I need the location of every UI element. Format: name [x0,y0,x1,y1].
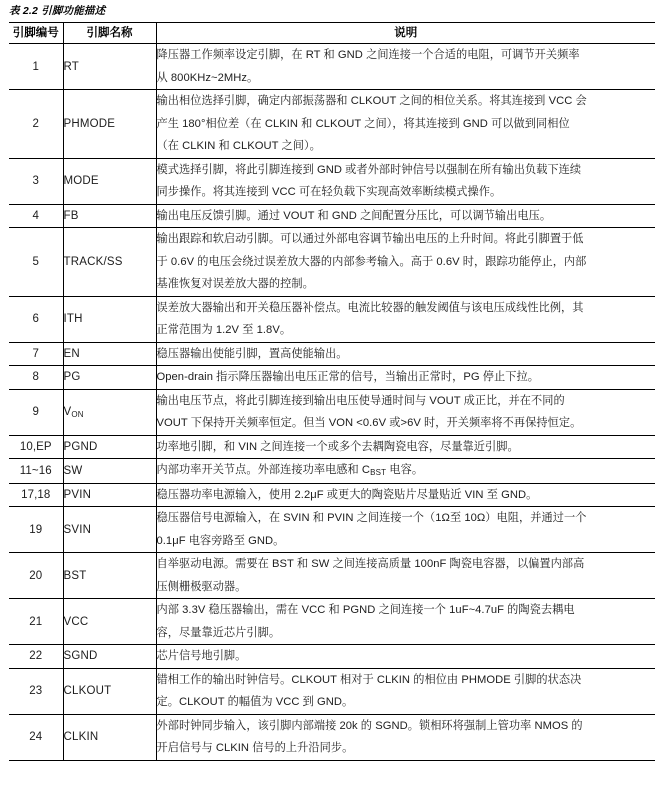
desc-line: 降压器工作频率设定引脚，在 RT 和 GND 之间连接一个合适的电阻，可调节开关频率 [156,49,580,61]
desc-line: 功率地引脚，和 VIN 之间连接一个或多个去耦陶瓷电容，尽量靠近引脚。 [156,440,519,453]
pin-number-cell: 4 [9,204,63,228]
pin-number-cell: 24 [9,714,63,760]
pin-name-cell [63,668,156,714]
desc-line: 同步操作。将其连接到 VCC 可在轻负载下实现高效率断续模式操作。 [156,186,502,198]
desc-line: 压侧栅极驱动器。 [156,580,247,593]
table-row [9,668,655,714]
pin-number-cell: 23 [9,668,63,714]
desc-line: 自举驱动电源。需要在 BST 和 SW 之间连接高质量 100nF 陶瓷电容器，以偏置内部高 [156,558,585,570]
pin-name-cell [63,645,156,669]
desc-line: （在 CLKIN 和 CLKOUT 之间）。 [156,140,321,152]
desc-line: 稳压器输出使能引脚，置高使能输出。 [156,347,348,360]
cbst-subscript: BST [370,468,387,477]
pin-name-text: V [63,406,72,418]
pin-name-cell [63,599,156,645]
desc-line: 产生 180°相位差（在 CLKIN 和 CLKOUT 之间），将其连接到 GND 可以做到同相位 [156,117,570,130]
table-row [9,599,655,645]
pin-name-text: SW [63,464,83,477]
pin-description-cell [156,342,655,366]
table-row [9,459,655,484]
desc-line: 0.1μF 电容旁路至 GND。 [156,534,285,547]
table-row [9,435,655,459]
desc-line: 于 0.6V 的电压会绕过误差放大器的内部参考输入。高于 0.6V 时，跟踪功能停止，内部 [156,255,587,268]
table-row [9,158,655,204]
pin-name-cell [63,459,156,484]
desc-line: 定。CLKOUT 的幅值为 VCC 到 GND。 [156,696,354,708]
pin-description-cell [156,204,655,228]
table-row [9,389,655,435]
table-row [9,507,655,553]
pin-description-cell [156,90,655,159]
pin-description-cell [156,366,655,390]
pin-name-text: PGND [63,440,98,453]
pin-description-cell [156,483,655,507]
pin-description-cell [156,459,655,484]
pin-name-cell [63,507,156,553]
table-row [9,645,655,669]
pin-description-cell [156,668,655,714]
pin-number-cell: 6 [9,296,63,342]
pin-name-text: CLKOUT [63,685,112,697]
pin-number-cell: 10,EP [9,435,63,459]
pin-description-cell [156,44,655,90]
table-row [9,228,655,297]
pin-name-text: SVIN [63,523,92,536]
desc-line: 从 800KHz~2MHz。 [156,71,259,84]
header-description: 说明 [156,23,655,44]
pin-description-cell [156,158,655,204]
pin-number-cell: 11~16 [9,459,63,484]
header-pin-name: 引脚名称 [63,23,156,44]
pin-name-cell [63,296,156,342]
desc-line: 误差放大器输出和开关稳压器补偿点。电流比较器的触发阈值与该电压成线性比例，其 [156,301,584,314]
pin-name-text: FB [63,209,79,222]
desc-line: VOUT 下保持开关频率恒定。但当 VON <0.6V 或>6V 时，开关频率将不再保持恒定。 [156,417,582,429]
table-row [9,204,655,228]
pin-description-cell [156,599,655,645]
pin-name-text: CLKIN [63,731,99,743]
desc-line: 稳压器信号电源输入，在 SVIN 和 PVIN 之间连接一个（1Ω至 10Ω）电阻，并通过一个 [156,512,587,524]
desc-line: 正常范围为 1.2V 至 1.8V。 [156,324,292,336]
pin-name-cell [63,366,156,390]
pin-name-cell [63,435,156,459]
pin-number-cell: 2 [9,90,63,159]
desc-line: 外部时钟同步输入，该引脚内部端接 20k 的 SGND。锁相环将强制上管功率 NMOS 的 [156,719,583,732]
pin-name-text: PG [63,371,81,384]
pin-number-cell: 8 [9,366,63,390]
desc-line: 输出电压反馈引脚。通过 VOUT 和 GND 之间配置分压比，可以调节输出电压。 [156,209,552,222]
pin-description-cell [156,389,655,435]
pin-number-cell: 1 [9,44,63,90]
pin-number-cell: 21 [9,599,63,645]
pin-number-cell: 5 [9,228,63,297]
table-row [9,342,655,366]
pin-name-cell [63,204,156,228]
pin-name-text: ITH [63,313,83,325]
pin-description-cell [156,714,655,760]
pin-name-text: PHMODE [63,117,116,130]
pin-name-text: EN [63,347,80,360]
desc-line-sw: 内部功率开关节点。外部连接功率电感和 $C_{BST}$ 电容。 [156,464,424,477]
pin-description-cell [156,645,655,669]
pin-name-cell [63,228,156,297]
pin-number-cell: 9 [9,389,63,435]
table-caption: 表 2.2 引脚功能描述 [9,5,106,17]
pin-name-subscript: ON [71,410,84,419]
pin-number-cell: 7 [9,342,63,366]
document-page [0,5,666,791]
desc-line: 错相工作的输出时钟信号。CLKOUT 相对于 CLKIN 的相位由 PHMODE 引脚的状态决 [156,673,582,686]
pin-name-cell [63,483,156,507]
pin-number-cell: 17,18 [9,483,63,507]
pin-name-cell [63,44,156,90]
table-row [9,44,655,90]
desc-line: 基准恢复对误差放大器的控制。 [156,278,314,290]
pin-number-cell: 22 [9,645,63,669]
pin-name-cell [63,553,156,599]
table-row [9,553,655,599]
desc-line: 内部 3.3V 稳压器输出，需在 VCC 和 PGND 之间连接一个 1uF~4.7uF 的陶瓷去耦电 [156,604,575,616]
desc-line: 输出相位选择引脚，确定内部振荡器和 CLKOUT 之间的相位关系。将其连接到 VCC 会 [156,95,587,107]
table-header-row [9,23,655,44]
table-row [9,296,655,342]
table-row [9,714,655,760]
pin-name-cell [63,158,156,204]
pin-name-cell [63,342,156,366]
desc-line: 开启信号与 CLKIN 信号的上升沿同步。 [156,742,354,754]
pin-description-cell [156,228,655,297]
pin-number-cell: 3 [9,158,63,204]
header-pin-number: 引脚编号 [9,23,63,44]
pin-number-cell: 20 [9,553,63,599]
pin-description-cell [156,507,655,553]
desc-line: 稳压器功率电源输入，使用 2.2μF 或更大的陶瓷贴片尽量贴近 VIN 至 GND。 [156,488,538,501]
pin-name-text: BST [63,569,87,582]
desc-line: 芯片信号地引脚。 [156,650,247,662]
pin-function-table [9,22,655,761]
pin-name-text: SGND [63,650,98,663]
pin-name-text: PVIN [63,488,92,501]
desc-line: Open-drain 指示降压器输出电压正常的信号，当输出正常时，PG 停止下拉。 [156,371,539,383]
pin-name-cell [63,90,156,159]
pin-name-cell [63,714,156,760]
pin-name-text: TRACK/SS [63,255,123,268]
pin-description-cell [156,296,655,342]
pin-name-text: RT [63,60,80,73]
table-body [9,44,655,761]
pin-name-text: MODE [63,175,99,187]
desc-line: 容，尽量靠近芯片引脚。 [156,626,281,639]
desc-line: 输出电压节点，将此引脚连接到输出电压使导通时间与 VOUT 成正比，并在不同的 [156,394,565,407]
desc-line: 输出跟踪和软启动引脚。可以通过外部电容调节输出电压的上升时间。将此引脚置于低 [156,233,584,245]
pin-description-cell [156,435,655,459]
desc-line: 模式选择引脚，将此引脚连接到 GND 或者外部时钟信号以强制在所有输出负载下连续 [156,163,582,176]
pin-name-text: VCC [63,615,89,628]
table-row [9,366,655,390]
table-row [9,90,655,159]
pin-name-cell [63,389,156,435]
pin-number-cell: 19 [9,507,63,553]
pin-description-cell [156,553,655,599]
table-row [9,483,655,507]
